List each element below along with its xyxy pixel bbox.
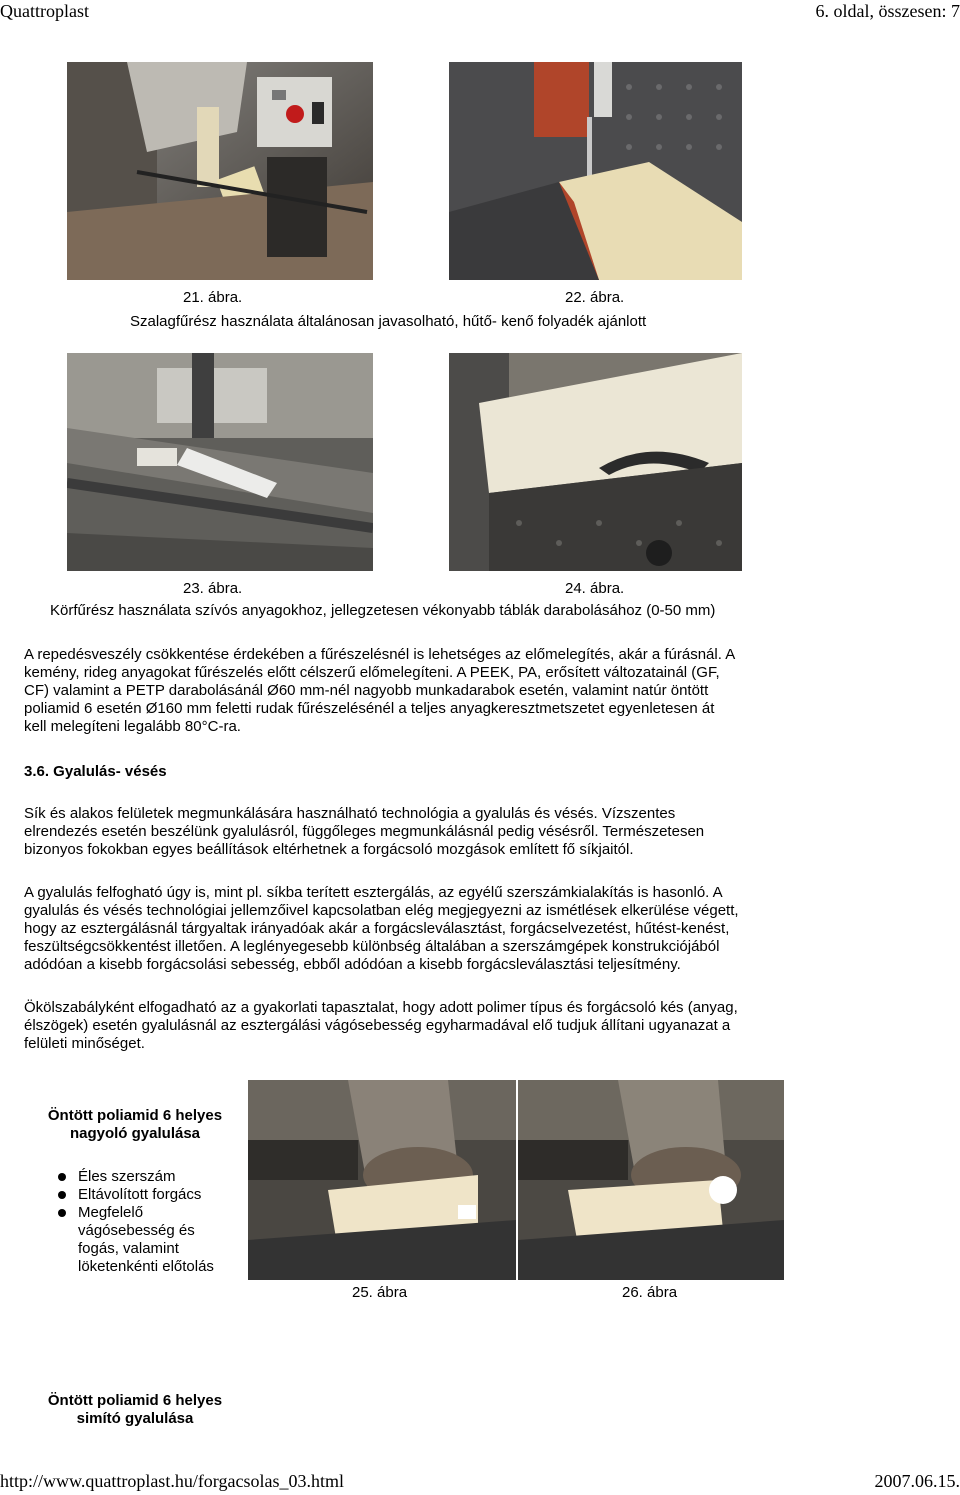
figure-21-caption: 21. ábra. (183, 289, 243, 306)
title-line: Öntött poliamid 6 helyes (47, 1392, 223, 1409)
figure-25-caption: 25. ábra (352, 1284, 408, 1301)
bullet-item: Éles szerszám (56, 1168, 236, 1186)
figure-23-photo (67, 353, 373, 571)
paragraph-line: élszögek) esetén gyalulásnál az esztergálási vágósebesség egyharmadával elő tudjuk állítani ugyanazat a (24, 1017, 731, 1034)
title-line: simító gyalulása (76, 1410, 194, 1427)
paragraph-line: poliamid 6 esetén Ø160 mm feletti rudak fűrészelésénél a teljes anyagkeresztmetszetet egyenletesen át (24, 700, 715, 717)
paragraph-rule-of-thumb (24, 999, 786, 1053)
paragraph-preheating (24, 646, 786, 736)
paragraph-line: Ökölszabályként elfogadható az a gyakorlati tapasztalat, hogy adott polimer típus és forgácsoló kés (anyag, (24, 999, 738, 1016)
figure-25-photo (248, 1080, 516, 1280)
paragraph-line: feszültségcsökkentést illetően. A leglényegesebb különbség általában a szerszámgépek konstrukciójából (24, 938, 720, 955)
finish-planing-title (30, 1392, 240, 1428)
band-saw-caption: Szalagfűrész használata általánosan javasolható, hűtő- kenő folyadék ajánlott (130, 313, 647, 330)
title-line: nagyoló gyalulása (69, 1125, 201, 1142)
circular-saw-caption: Körfűrész használata szívós anyagokhoz, jellegzetesen vékonyabb táblák darabolásához (0-50 mm) (50, 602, 716, 619)
bullet-item: Megfelelő vágósebesség és fogás, valamint löketenkénti előtolás (56, 1204, 218, 1276)
figure-22-caption: 22. ábra. (565, 289, 625, 306)
paragraph-line: adódóan a kisebb forgácsolási sebesség, ebből adódóan a kisebb forgácsleválasztási teljesítmény. (24, 956, 681, 973)
paragraph-line: CF) valamint a PETP darabolásánál Ø60 mm-nél nagyobb munkadarabok esetén, valamint natúr öntött (24, 682, 709, 699)
paragraph-line: kell melegíteni legalább 80°C-ra. (24, 718, 241, 735)
paragraph-line: hogy az esztergálásnál tárgyaltak irányadóak akár a forgácsleválasztást, forgácselvezetést, hűtést-kenést, (24, 920, 730, 937)
rough-planing-bullets (56, 1168, 236, 1276)
paragraph-line: gyalulás és vésés technológiai jellemzőivel kapcsolatban elég megjegyezni az ismétlések elkerülése végett, (24, 902, 739, 919)
footer-date: 2007.06.15. (874, 1471, 960, 1491)
paragraph-line: elrendezés esetén beszélünk gyalulásról, függőleges megmunkálásnál pedig vésésről. Természetesen (24, 823, 705, 840)
title-line: Öntött poliamid 6 helyes (47, 1107, 223, 1124)
paragraph-line: A repedésveszély csökkentése érdekében a fűrészelésnél is lehetséges az előmelegítés, akár a fúrásnál. A (24, 646, 736, 663)
section-heading: 3.6. Gyalulás- vésés (24, 763, 167, 780)
figure-24-photo (449, 353, 742, 571)
figure-21-photo (67, 62, 373, 280)
paragraph-line: Sík és alakos felületek megmunkálására használható technológia a gyalulás és vésés. Vízszentes (24, 805, 676, 822)
header-page-counter: 6. oldal, összesen: 7 (815, 1, 960, 21)
footer-url[interactable]: http://www.quattroplast.hu/forgacsolas_03.html (0, 1471, 344, 1491)
paragraph-line: felületi minőséget. (24, 1035, 145, 1052)
bullet-item: Eltávolított forgács (56, 1186, 236, 1204)
figure-23-caption: 23. ábra. (183, 580, 243, 597)
figure-22-photo (449, 62, 742, 280)
figure-24-caption: 24. ábra. (565, 580, 625, 597)
paragraph-line: kemény, rideg anyagokat fűrészelés előtt célszerű előmelegíteni. A PEEK, PA, erősített változatainál (GF, (24, 664, 720, 681)
figure-26-caption: 26. ábra (622, 1284, 678, 1301)
rough-planing-title (30, 1107, 240, 1143)
paragraph-planing-intro (24, 805, 786, 859)
header-site-name: Quattroplast (0, 1, 89, 21)
paragraph-line: A gyalulás felfogható úgy is, mint pl. síkba terített esztergálás, az egyélű szerszámkialakítás is hasonló. A (24, 884, 723, 901)
paragraph-planing-details (24, 884, 786, 974)
paragraph-line: bizonyos fokokban egyes beállítások eltérhetnek a forgácsoló mozgások említett fő síkjaitól. (24, 841, 634, 858)
figure-26-photo (518, 1080, 784, 1280)
